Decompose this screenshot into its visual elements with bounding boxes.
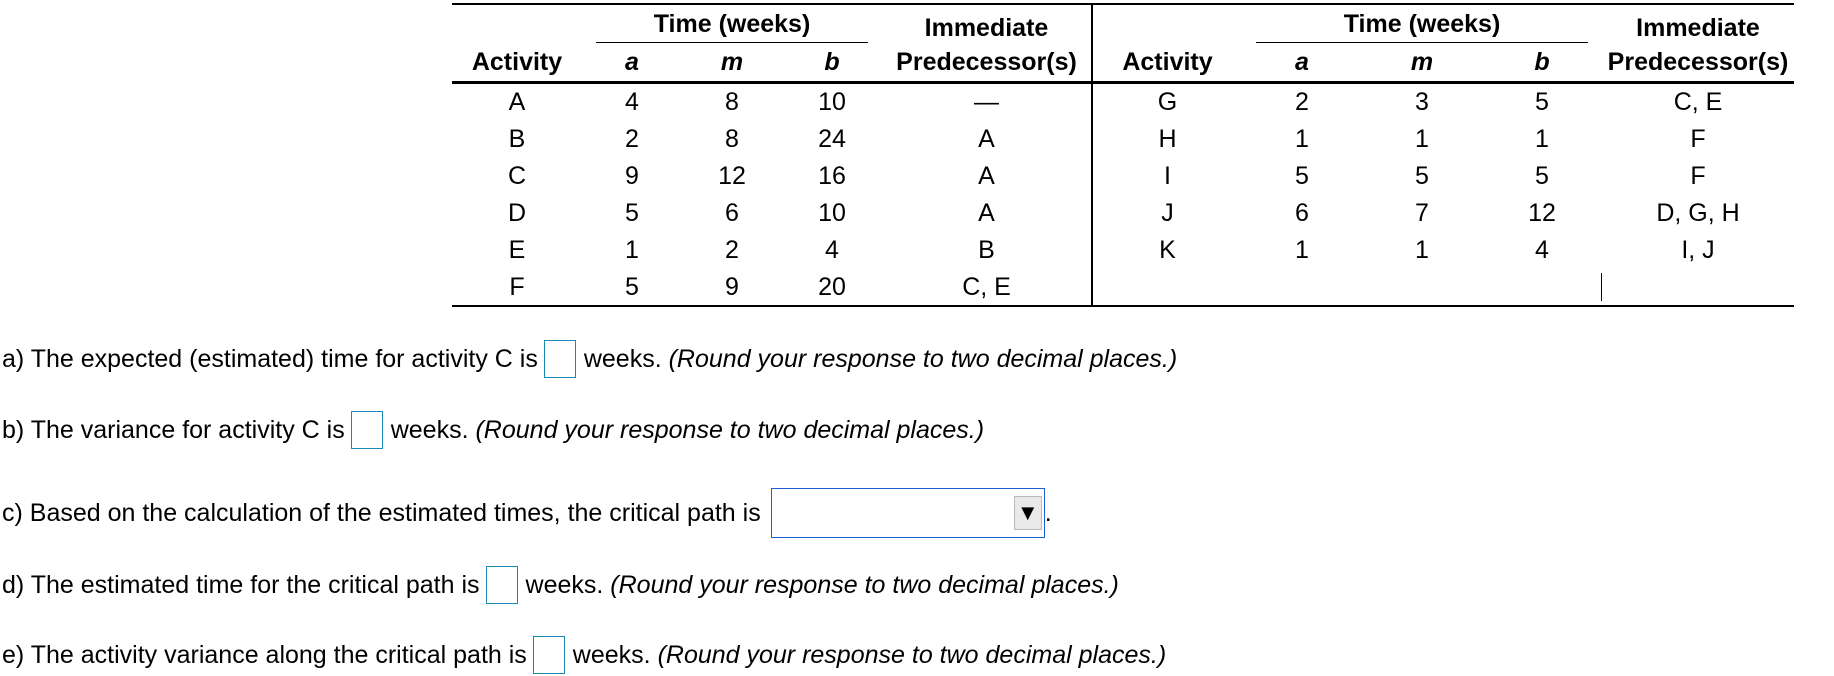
question-e-text: e) The activity variance along the critical path is bbox=[2, 641, 527, 669]
header-m-left: m bbox=[682, 43, 782, 83]
predecessor-cell: B bbox=[978, 236, 995, 264]
m-cell: 8 bbox=[725, 88, 739, 116]
m-cell: 8 bbox=[725, 125, 739, 153]
header-predecessors-left: Predecessor(s) bbox=[882, 43, 1092, 83]
empty-cell bbox=[1092, 269, 1242, 306]
m-cell: 1 bbox=[1415, 236, 1429, 264]
activity-cell: B bbox=[508, 125, 526, 153]
table-row bbox=[452, 158, 1794, 195]
empty-cell bbox=[1602, 269, 1794, 306]
a-cell: 2 bbox=[625, 125, 639, 153]
table-row bbox=[452, 269, 1794, 306]
question-b-hint: (Round your response to two decimal places.) bbox=[475, 416, 985, 444]
pert-table-container bbox=[452, 3, 1794, 307]
question-a-text: a) The expected (estimated) time for activity C is bbox=[2, 345, 538, 373]
table-row bbox=[452, 232, 1794, 269]
a-cell: 6 bbox=[1295, 199, 1309, 227]
predecessor-cell: C, E bbox=[1673, 88, 1723, 116]
header-b-right: b bbox=[1482, 43, 1602, 83]
header-time-weeks-left: Time (weeks) bbox=[582, 4, 882, 43]
question-c bbox=[2, 488, 1052, 538]
question-d-unit: weeks. bbox=[525, 571, 604, 599]
header-immediate-left: Immediate bbox=[924, 14, 1049, 42]
question-a bbox=[2, 340, 1177, 378]
m-cell: 6 bbox=[725, 199, 739, 227]
b-cell: 5 bbox=[1535, 88, 1549, 116]
b-cell: 5 bbox=[1535, 162, 1549, 190]
predecessor-cell: I, J bbox=[1681, 236, 1715, 264]
question-d bbox=[2, 566, 1119, 604]
b-cell: 16 bbox=[818, 162, 846, 190]
a-cell: 1 bbox=[1295, 236, 1309, 264]
empty-cell bbox=[1482, 269, 1602, 306]
header-a-left: a bbox=[582, 43, 682, 83]
question-b-answer-input[interactable] bbox=[351, 411, 383, 449]
activity-cell: K bbox=[1092, 232, 1242, 269]
predecessor-cell: A bbox=[978, 199, 995, 227]
header-a-right: a bbox=[1242, 43, 1362, 83]
critical-path-dropdown[interactable] bbox=[771, 488, 1045, 538]
activity-cell: D bbox=[507, 199, 527, 227]
question-e-answer-input[interactable] bbox=[533, 636, 565, 674]
header-m-right: m bbox=[1362, 43, 1482, 83]
pert-activity-table bbox=[452, 3, 1794, 307]
predecessor-cell: F bbox=[1690, 162, 1706, 190]
a-cell: 5 bbox=[1295, 162, 1309, 190]
activity-cell: C bbox=[507, 162, 527, 190]
predecessor-cell: D, G, H bbox=[1656, 199, 1740, 227]
predecessor-cell: A bbox=[978, 162, 995, 190]
header-activity-right: Activity bbox=[1092, 43, 1242, 83]
header-predecessors-right: Predecessor(s) bbox=[1602, 43, 1794, 83]
b-cell: 12 bbox=[1528, 199, 1556, 227]
predecessor-cell: — bbox=[974, 88, 999, 116]
question-c-text: c) Based on the calculation of the estimated times, the critical path is bbox=[2, 499, 761, 527]
table-row bbox=[452, 83, 1794, 122]
question-a-unit: weeks. bbox=[583, 345, 662, 373]
a-cell: 1 bbox=[625, 236, 639, 264]
empty-cell bbox=[1362, 269, 1482, 306]
b-cell: 10 bbox=[818, 199, 846, 227]
table-row bbox=[452, 195, 1794, 232]
activity-cell: J bbox=[1092, 195, 1242, 232]
empty-cell bbox=[1242, 269, 1362, 306]
activity-cell: F bbox=[452, 269, 582, 306]
a-cell: 2 bbox=[1295, 88, 1309, 116]
a-cell: 5 bbox=[582, 269, 682, 306]
b-cell: 4 bbox=[825, 236, 839, 264]
m-cell: 12 bbox=[718, 162, 746, 190]
m-cell: 3 bbox=[1415, 88, 1429, 116]
b-cell: 20 bbox=[782, 269, 882, 306]
question-e-hint: (Round your response to two decimal places.) bbox=[657, 641, 1167, 669]
header-blank-activity-left bbox=[452, 4, 582, 43]
question-d-answer-input[interactable] bbox=[486, 566, 518, 604]
header-b-left: b bbox=[782, 43, 882, 83]
b-cell: 10 bbox=[818, 88, 846, 116]
header-immediate-right: Immediate bbox=[1636, 14, 1760, 42]
question-c-period: . bbox=[1044, 499, 1052, 527]
activity-cell: E bbox=[508, 236, 526, 264]
m-cell: 1 bbox=[1415, 125, 1429, 153]
activity-cell: I bbox=[1092, 158, 1242, 195]
m-cell: 5 bbox=[1415, 162, 1429, 190]
predecessor-cell: F bbox=[1690, 125, 1706, 153]
header-blank-activity-right bbox=[1092, 4, 1242, 43]
question-e-unit: weeks. bbox=[572, 641, 651, 669]
a-cell: 1 bbox=[1295, 125, 1309, 153]
activity-cell: G bbox=[1092, 83, 1242, 122]
question-d-text: d) The estimated time for the critical path is bbox=[2, 571, 480, 599]
predecessor-cell: C, E bbox=[882, 269, 1092, 306]
m-cell: 2 bbox=[725, 236, 739, 264]
predecessor-cell: A bbox=[978, 125, 995, 153]
question-a-answer-input[interactable] bbox=[544, 340, 576, 378]
a-cell: 9 bbox=[625, 162, 639, 190]
b-cell: 24 bbox=[818, 125, 846, 153]
question-e bbox=[2, 636, 1166, 674]
b-cell: 4 bbox=[1535, 236, 1549, 264]
question-b-unit: weeks. bbox=[390, 416, 469, 444]
b-cell: 1 bbox=[1535, 125, 1549, 153]
question-b-text: b) The variance for activity C is bbox=[2, 416, 345, 444]
activity-cell: A bbox=[508, 88, 526, 116]
question-b bbox=[2, 411, 984, 449]
a-cell: 5 bbox=[625, 199, 639, 227]
table-row bbox=[452, 121, 1794, 158]
header-activity-left: Activity bbox=[452, 43, 582, 83]
header-time-weeks-right: Time (weeks) bbox=[1242, 4, 1602, 43]
m-cell: 9 bbox=[682, 269, 782, 306]
dropdown-arrow-icon[interactable]: ▼ bbox=[1014, 496, 1042, 530]
text-cursor bbox=[1601, 273, 1602, 301]
question-d-hint: (Round your response to two decimal places.) bbox=[610, 571, 1119, 599]
m-cell: 7 bbox=[1415, 199, 1429, 227]
a-cell: 4 bbox=[625, 88, 639, 116]
activity-cell: H bbox=[1092, 121, 1242, 158]
question-a-hint: (Round your response to two decimal places.) bbox=[668, 345, 1178, 373]
